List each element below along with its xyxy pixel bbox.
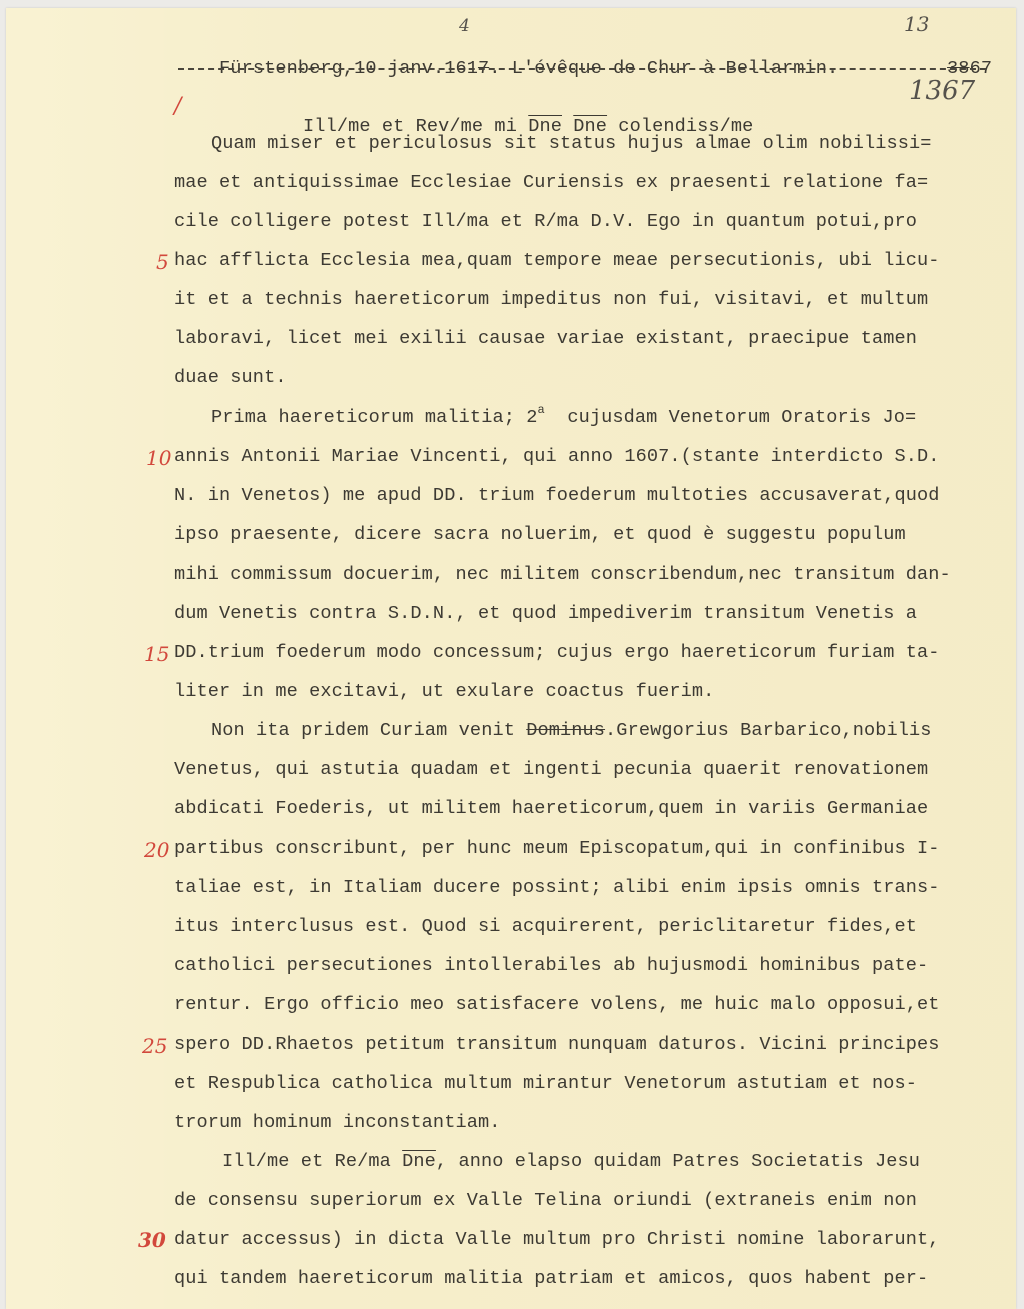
date-correction-handwritten: 4	[459, 16, 470, 36]
text-line-20: taliae est, in Italiam ducere possint; alibi enim ipsis omnis trans-	[174, 877, 940, 898]
text-line-16-struck-word: Dominus	[526, 720, 606, 741]
header-number-rest: 67	[969, 58, 993, 79]
salutation-suffix: colendiss/me	[607, 116, 754, 137]
text-line-24: spero DD.Rhaetos petitum transitum nunquam daturos. Vicini principes	[174, 1034, 940, 1055]
document-page	[6, 8, 1016, 1309]
number-correction-handwritten: 13	[904, 12, 930, 36]
text-line-8-superscript: a	[537, 403, 545, 417]
text-line-12: mihi commissum docuerim, nec militem conscribendum,nec transitum dan-	[174, 564, 951, 585]
text-line-21: itus interclusus est. Quod si acquirerent, periclitaretur fides,et	[174, 916, 918, 937]
text-line-14: DD.trium foederum modo concessum; cujus ergo haereticorum furiam ta-	[174, 642, 940, 663]
text-line-4: hac afflicta Ecclesia mea,quam tempore meae persecutionis, ubi licu-	[174, 250, 940, 271]
salutation-dne-1: $\overline{Dne}$	[528, 116, 562, 137]
text-line-3: cile colligere potest Ill/ma et R/ma D.V. Ego in quantum potui,pro	[174, 211, 918, 232]
text-line-7: duae sunt.	[174, 367, 287, 388]
text-line-19: partibus conscribunt, per hunc meum Episcopatum,qui in confinibus I-	[174, 838, 940, 859]
margin-mark-1: /	[174, 94, 182, 119]
text-line-30: qui tandem haereticorum malitia patriam et amicos, quos habent per-	[174, 1268, 929, 1289]
header-title: . L'évêque de Chur à Bellarmin.	[489, 58, 839, 79]
text-line-9: annis Antonii Mariae Vincenti, qui anno 1607.(stante interdicto S.D.	[174, 446, 940, 467]
text-line-8-start: Prima haereticorum malitia; 2	[211, 407, 538, 428]
text-line-5: it et a technis haereticorum impeditus non fui, visitavi, et multum	[174, 289, 929, 310]
text-line-10: N. in Venetos) me apud DD. trium foederum multoties accusaverat,quod	[174, 485, 940, 506]
text-line-16	[211, 720, 932, 742]
margin-number-5: 5	[156, 250, 169, 274]
margin-number-25: 25	[142, 1034, 168, 1058]
text-line-13: dum Venetis contra S.D.N., et quod impediverim transitum Venetis a	[174, 603, 918, 624]
text-line-8	[211, 403, 917, 429]
header-dashed-rule	[178, 68, 986, 70]
text-line-27-dne: $\overline{Dne}$	[402, 1151, 436, 1172]
header-number-struck: 38	[947, 58, 970, 79]
text-line-15: liter in me excitavi, ut exulare coactus fuerim.	[174, 681, 715, 702]
salutation-prefix: Ill/me et Rev/me mi	[303, 116, 529, 137]
text-line-18: abdicati Foederis, ut militem haereticorum,quem in variis Germaniae	[174, 798, 929, 819]
text-line-16-start: Non ita pridem Curiam venit	[211, 720, 527, 741]
text-line-8-rest: cujusdam Venetorum Oratoris Jo=	[544, 407, 917, 428]
text-line-27-start: Ill/me et Re/ma	[222, 1151, 403, 1172]
text-line-2: mae et antiquissimae Ecclesiae Curiensis ex praesenti relatione fa=	[174, 172, 929, 193]
text-line-26: trorum hominum inconstantiam.	[174, 1112, 501, 1133]
text-line-28: de consensu superiorum ex Valle Telina oriundi (extraneis enim non	[174, 1190, 918, 1211]
text-line-11: ipso praesente, dicere sacra noluerim, et quod è suggestu populum	[174, 524, 906, 545]
text-line-16-rest: .Grewgorius Barbarico,nobilis	[605, 720, 932, 741]
salutation-dne-2: $\overline{Dne}$	[573, 116, 608, 137]
margin-number-20: 20	[144, 838, 170, 862]
text-line-22: catholici persecutiones intollerabiles ab hujusmodi hominibus pate-	[174, 955, 929, 976]
margin-number-15: 15	[144, 642, 170, 666]
text-line-25: et Respublica catholica multum mirantur Venetorum astutiam et nos-	[174, 1073, 918, 1094]
header-place-date: Fürstenberg,10 janv.161	[219, 58, 478, 79]
text-line-1: Quam miser et periculosus sit status hujus almae olim nobilissi=	[211, 133, 932, 154]
text-line-27	[222, 1151, 920, 1173]
text-line-29: datur accessus) in dicta Valle multum pro Christi nomine laborarunt,	[174, 1229, 940, 1250]
text-line-27-rest: , anno elapso quidam Patres Societatis Jesu	[435, 1151, 921, 1172]
handwritten-page-number: 1367	[909, 76, 976, 106]
text-line-6: laboravi, licet mei exilii causae variae existant, praecipue tamen	[174, 328, 918, 349]
header-date-struck-digit: 7	[477, 58, 490, 79]
margin-number-10: 10	[146, 446, 172, 470]
text-line-17: Venetus, qui astutia quadam et ingenti pecunia quaerit renovationem	[174, 759, 929, 780]
text-line-23: rentur. Ergo officio meo satisfacere volens, me huic malo opposui,et	[174, 994, 940, 1015]
margin-number-30: 30	[138, 1228, 166, 1252]
